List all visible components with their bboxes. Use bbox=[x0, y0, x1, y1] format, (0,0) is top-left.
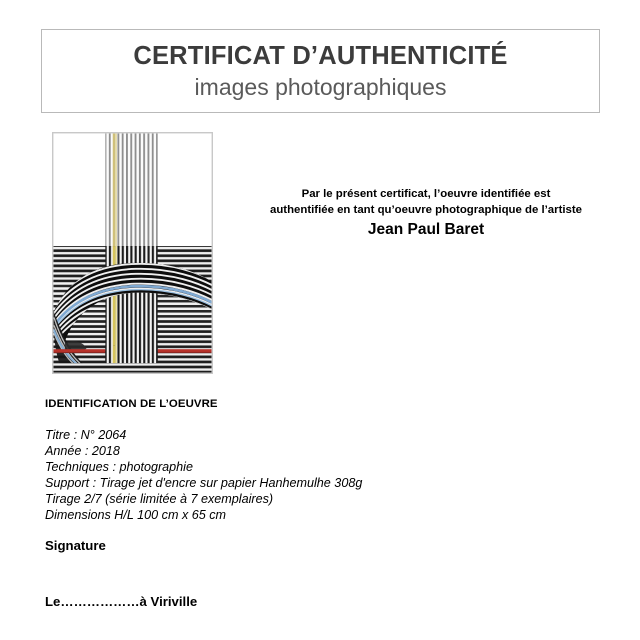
page-title: CERTIFICAT D’AUTHENTICITÉ bbox=[133, 42, 508, 70]
identification-heading: IDENTIFICATION DE L’OEUVRE bbox=[45, 398, 218, 410]
identification-fields bbox=[45, 427, 362, 524]
page-subtitle: images photographiques bbox=[194, 73, 447, 100]
artwork-image bbox=[52, 132, 213, 374]
certificate-title-box bbox=[41, 29, 600, 113]
signature-label: Signature bbox=[45, 538, 106, 553]
identification-field: Titre : N° 2064 bbox=[45, 428, 127, 442]
statement-line-2: authentifiée en tant qu’oeuvre photographique de l’artiste bbox=[269, 204, 582, 217]
identification-field: Techniques : photographie bbox=[45, 460, 193, 475]
artwork-graphic bbox=[53, 133, 212, 373]
statement-line-1: Par le présent certificat, l’oeuvre identifiée est bbox=[301, 188, 551, 200]
authenticity-statement bbox=[252, 186, 600, 241]
identification-field: Année : 2018 bbox=[45, 444, 120, 459]
artist-name: Jean Paul Baret bbox=[367, 221, 485, 239]
identification-field: Tirage 2/7 (série limitée à 7 exemplaires) bbox=[45, 492, 274, 507]
date-place-line: Le………………à Viriville bbox=[45, 594, 198, 609]
identification-field: Support : Tirage jet d'encre sur papier Hanhemulhe 308g bbox=[45, 476, 363, 491]
identification-field: Dimensions H/L 100 cm x 65 cm bbox=[45, 508, 227, 523]
